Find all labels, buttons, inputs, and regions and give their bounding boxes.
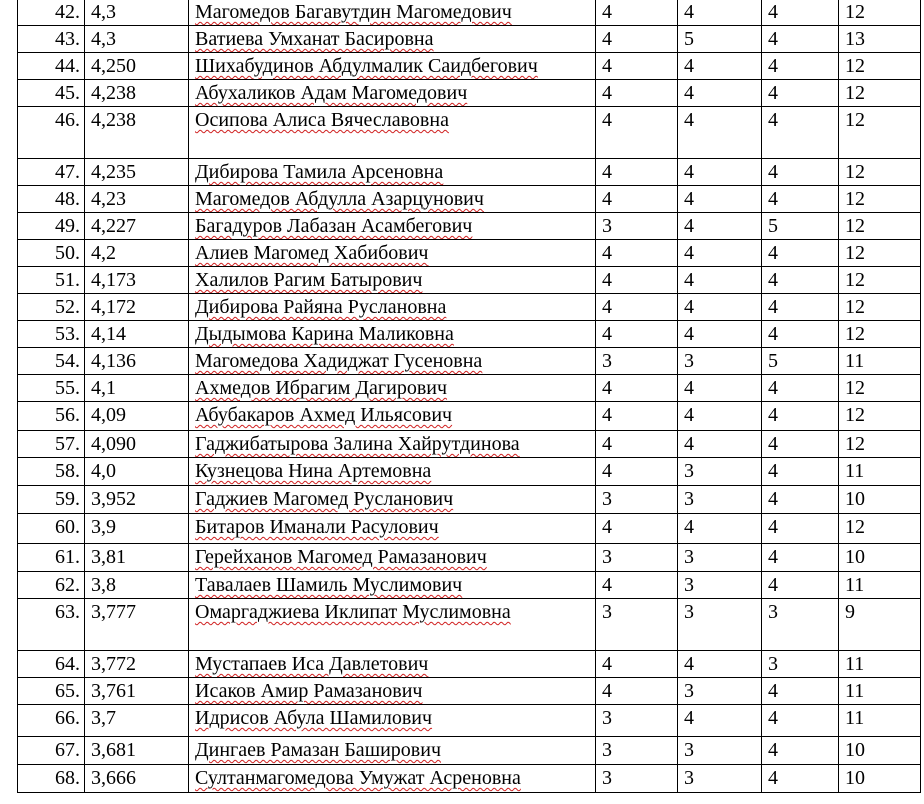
student-name-cell bbox=[189, 26, 596, 53]
student-name-text: Багадуров Лабазан Асамбегович bbox=[195, 215, 473, 237]
grade-3-cell: 4 bbox=[762, 321, 839, 348]
total-cell: 10 bbox=[839, 544, 921, 572]
student-name-cell bbox=[189, 765, 596, 793]
student-name-cell bbox=[189, 572, 596, 599]
student-name-cell bbox=[189, 544, 596, 572]
student-name-cell bbox=[189, 240, 596, 267]
table-row bbox=[18, 431, 921, 458]
grade-1-cell: 4 bbox=[596, 651, 678, 678]
table-row bbox=[18, 186, 921, 213]
student-name-cell bbox=[189, 159, 596, 186]
grade-1-cell: 4 bbox=[596, 431, 678, 458]
table-row bbox=[18, 572, 921, 599]
total-cell: 12 bbox=[839, 402, 921, 431]
score-cell: 4,238 bbox=[85, 80, 189, 107]
student-name-cell bbox=[189, 53, 596, 80]
grade-1-cell: 4 bbox=[596, 0, 678, 26]
student-name-text: Абубакаров Ахмед Ильясович bbox=[195, 404, 453, 426]
grade-2-cell: 3 bbox=[678, 544, 762, 572]
table-row bbox=[18, 458, 921, 486]
score-cell: 3,9 bbox=[85, 514, 189, 544]
total-cell: 12 bbox=[839, 294, 921, 321]
grade-1-cell: 4 bbox=[596, 240, 678, 267]
grade-3-cell: 4 bbox=[762, 705, 839, 737]
grade-1-cell: 3 bbox=[596, 599, 678, 651]
grade-1-cell: 3 bbox=[596, 213, 678, 240]
table-row bbox=[18, 737, 921, 765]
table-row bbox=[18, 514, 921, 544]
score-cell: 4,136 bbox=[85, 348, 189, 375]
grade-3-cell: 3 bbox=[762, 651, 839, 678]
table-row bbox=[18, 765, 921, 793]
grade-2-cell: 4 bbox=[678, 705, 762, 737]
grade-2-cell: 4 bbox=[678, 267, 762, 294]
score-cell: 3,7 bbox=[85, 705, 189, 737]
total-cell: 11 bbox=[839, 651, 921, 678]
grade-3-cell: 5 bbox=[762, 348, 839, 375]
total-cell: 11 bbox=[839, 705, 921, 737]
grade-3-cell: 4 bbox=[762, 572, 839, 599]
row-number-cell: 56. bbox=[18, 402, 85, 431]
student-name-text: Идрисов Абула Шамилович bbox=[195, 707, 433, 729]
score-cell: 4,14 bbox=[85, 321, 189, 348]
student-name-text: Мустапаев Иса Давлетович bbox=[195, 653, 429, 675]
total-cell: 12 bbox=[839, 213, 921, 240]
grade-1-cell: 4 bbox=[596, 53, 678, 80]
grade-1-cell: 4 bbox=[596, 294, 678, 321]
row-number-cell: 53. bbox=[18, 321, 85, 348]
score-cell: 3,761 bbox=[85, 678, 189, 705]
score-cell: 4,3 bbox=[85, 26, 189, 53]
student-name-cell bbox=[189, 107, 596, 159]
row-number-cell: 62. bbox=[18, 572, 85, 599]
student-name-cell bbox=[189, 186, 596, 213]
table-row bbox=[18, 705, 921, 737]
grade-2-cell: 3 bbox=[678, 348, 762, 375]
grade-3-cell: 4 bbox=[762, 458, 839, 486]
grade-3-cell: 4 bbox=[762, 26, 839, 53]
row-number-cell: 64. bbox=[18, 651, 85, 678]
total-cell: 10 bbox=[839, 486, 921, 514]
grade-3-cell: 4 bbox=[762, 107, 839, 159]
table-row bbox=[18, 678, 921, 705]
row-number-cell: 63. bbox=[18, 599, 85, 651]
student-name-text: Дингаев Рамазан Баширович bbox=[195, 739, 441, 761]
row-number-cell: 44. bbox=[18, 53, 85, 80]
grade-3-cell: 4 bbox=[762, 294, 839, 321]
total-cell: 12 bbox=[839, 514, 921, 544]
score-cell: 4,238 bbox=[85, 107, 189, 159]
row-number-cell: 46. bbox=[18, 107, 85, 159]
score-cell: 4,250 bbox=[85, 53, 189, 80]
score-cell: 4,172 bbox=[85, 294, 189, 321]
grade-3-cell: 4 bbox=[762, 267, 839, 294]
grade-3-cell: 4 bbox=[762, 375, 839, 402]
table-row bbox=[18, 159, 921, 186]
row-number-cell: 50. bbox=[18, 240, 85, 267]
grade-1-cell: 4 bbox=[596, 321, 678, 348]
total-cell: 9 bbox=[839, 599, 921, 651]
student-name-text: Исаков Амир Рамазанович bbox=[195, 680, 423, 702]
grade-3-cell: 4 bbox=[762, 159, 839, 186]
table-row bbox=[18, 375, 921, 402]
score-cell: 4,2 bbox=[85, 240, 189, 267]
total-cell: 12 bbox=[839, 240, 921, 267]
student-name-text: Гаджибатырова Залина Хайрутдинова bbox=[195, 433, 520, 455]
grade-1-cell: 4 bbox=[596, 80, 678, 107]
row-number-cell: 54. bbox=[18, 348, 85, 375]
total-cell: 12 bbox=[839, 53, 921, 80]
score-cell: 4,0 bbox=[85, 458, 189, 486]
total-cell: 11 bbox=[839, 348, 921, 375]
total-cell: 12 bbox=[839, 431, 921, 458]
row-number-cell: 59. bbox=[18, 486, 85, 514]
row-number-cell: 61. bbox=[18, 544, 85, 572]
student-name-text: Герейханов Магомед Рамазанович bbox=[195, 546, 487, 568]
score-cell: 4,09 bbox=[85, 402, 189, 431]
score-cell: 4,235 bbox=[85, 159, 189, 186]
student-name-text: Шихабудинов Абдулмалик Саидбегович bbox=[195, 55, 538, 77]
grade-2-cell: 4 bbox=[678, 294, 762, 321]
grade-3-cell: 4 bbox=[762, 544, 839, 572]
student-name-cell bbox=[189, 458, 596, 486]
grade-1-cell: 4 bbox=[596, 375, 678, 402]
student-name-cell bbox=[189, 375, 596, 402]
row-number-cell: 58. bbox=[18, 458, 85, 486]
grade-2-cell: 4 bbox=[678, 53, 762, 80]
table-row bbox=[18, 240, 921, 267]
table-row bbox=[18, 26, 921, 53]
row-number-cell: 52. bbox=[18, 294, 85, 321]
row-number-cell: 47. bbox=[18, 159, 85, 186]
table-row bbox=[18, 267, 921, 294]
grade-3-cell: 4 bbox=[762, 737, 839, 765]
grade-1-cell: 4 bbox=[596, 26, 678, 53]
student-name-text: Тавалаев Шамиль Муслимович bbox=[195, 574, 463, 596]
row-number-cell: 42. bbox=[18, 0, 85, 26]
student-name-cell bbox=[189, 486, 596, 514]
row-number-cell: 55. bbox=[18, 375, 85, 402]
grade-3-cell: 4 bbox=[762, 514, 839, 544]
row-number-cell: 66. bbox=[18, 705, 85, 737]
row-number-cell: 65. bbox=[18, 678, 85, 705]
student-name-text: Магомедова Хадиджат Гусеновна bbox=[195, 350, 483, 372]
student-name-cell bbox=[189, 0, 596, 26]
grade-3-cell: 4 bbox=[762, 53, 839, 80]
student-name-cell bbox=[189, 431, 596, 458]
total-cell: 12 bbox=[839, 375, 921, 402]
grade-3-cell: 4 bbox=[762, 678, 839, 705]
table-row bbox=[18, 402, 921, 431]
table-row bbox=[18, 651, 921, 678]
total-cell: 10 bbox=[839, 737, 921, 765]
grade-2-cell: 4 bbox=[678, 213, 762, 240]
row-number-cell: 57. bbox=[18, 431, 85, 458]
grade-2-cell: 4 bbox=[678, 0, 762, 26]
score-cell: 3,666 bbox=[85, 765, 189, 793]
student-name-text: Гаджиев Магомед Русланович bbox=[195, 488, 454, 510]
table-row bbox=[18, 486, 921, 514]
student-name-text: Омаргаджиева Иклипат Муслимовна bbox=[195, 601, 511, 623]
row-number-cell: 51. bbox=[18, 267, 85, 294]
grade-2-cell: 3 bbox=[678, 458, 762, 486]
grade-3-cell: 4 bbox=[762, 0, 839, 26]
grade-2-cell: 3 bbox=[678, 572, 762, 599]
grade-2-cell: 4 bbox=[678, 186, 762, 213]
grade-2-cell: 3 bbox=[678, 599, 762, 651]
grade-1-cell: 4 bbox=[596, 458, 678, 486]
student-name-cell bbox=[189, 402, 596, 431]
grade-1-cell: 4 bbox=[596, 514, 678, 544]
total-cell: 12 bbox=[839, 159, 921, 186]
student-name-cell bbox=[189, 267, 596, 294]
grade-1-cell: 3 bbox=[596, 486, 678, 514]
grade-1-cell: 4 bbox=[596, 267, 678, 294]
total-cell: 12 bbox=[839, 267, 921, 294]
grade-2-cell: 3 bbox=[678, 486, 762, 514]
score-cell: 3,681 bbox=[85, 737, 189, 765]
row-number-cell: 68. bbox=[18, 765, 85, 793]
total-cell: 12 bbox=[839, 321, 921, 348]
score-cell: 4,23 bbox=[85, 186, 189, 213]
student-name-cell bbox=[189, 348, 596, 375]
student-name-text: Магомедов Багавутдин Магомедович bbox=[195, 1, 512, 23]
grade-1-cell: 4 bbox=[596, 159, 678, 186]
table-row bbox=[18, 544, 921, 572]
student-name-cell bbox=[189, 294, 596, 321]
grade-2-cell: 4 bbox=[678, 240, 762, 267]
table-row bbox=[18, 0, 921, 26]
row-number-cell: 60. bbox=[18, 514, 85, 544]
student-name-text: Ватиева Умханат Басировна bbox=[195, 28, 434, 50]
grade-3-cell: 4 bbox=[762, 431, 839, 458]
student-name-cell bbox=[189, 514, 596, 544]
student-name-text: Ахмедов Ибрагим Дагирович bbox=[195, 377, 448, 399]
grade-2-cell: 4 bbox=[678, 159, 762, 186]
grade-2-cell: 4 bbox=[678, 107, 762, 159]
grade-3-cell: 4 bbox=[762, 486, 839, 514]
grade-2-cell: 4 bbox=[678, 321, 762, 348]
score-cell: 3,81 bbox=[85, 544, 189, 572]
student-name-text: Дибирова Тамила Арсеновна bbox=[195, 161, 444, 183]
score-cell: 3,952 bbox=[85, 486, 189, 514]
grade-2-cell: 3 bbox=[678, 765, 762, 793]
score-cell: 3,8 bbox=[85, 572, 189, 599]
total-cell: 12 bbox=[839, 186, 921, 213]
student-name-cell bbox=[189, 678, 596, 705]
grade-2-cell: 3 bbox=[678, 678, 762, 705]
grade-1-cell: 3 bbox=[596, 348, 678, 375]
total-cell: 12 bbox=[839, 0, 921, 26]
student-name-cell bbox=[189, 321, 596, 348]
grade-2-cell: 4 bbox=[678, 375, 762, 402]
grade-1-cell: 4 bbox=[596, 678, 678, 705]
student-name-cell bbox=[189, 213, 596, 240]
grade-2-cell: 4 bbox=[678, 402, 762, 431]
grade-3-cell: 4 bbox=[762, 765, 839, 793]
grade-1-cell: 3 bbox=[596, 544, 678, 572]
grade-3-cell: 3 bbox=[762, 599, 839, 651]
student-name-text: Битаров Иманали Расулович bbox=[195, 516, 439, 538]
table-row bbox=[18, 321, 921, 348]
table-row bbox=[18, 80, 921, 107]
grade-1-cell: 3 bbox=[596, 705, 678, 737]
row-number-cell: 43. bbox=[18, 26, 85, 53]
total-cell: 11 bbox=[839, 572, 921, 599]
grade-3-cell: 4 bbox=[762, 240, 839, 267]
table-row bbox=[18, 107, 921, 159]
row-number-cell: 45. bbox=[18, 80, 85, 107]
student-name-text: Абухаликов Адам Магомедович bbox=[195, 82, 468, 104]
grade-2-cell: 4 bbox=[678, 651, 762, 678]
row-number-cell: 48. bbox=[18, 186, 85, 213]
student-name-text: Кузнецова Нина Артемовна bbox=[195, 460, 432, 482]
table-row bbox=[18, 599, 921, 651]
student-name-text: Халилов Рагим Батырович bbox=[195, 269, 423, 291]
row-number-cell: 67. bbox=[18, 737, 85, 765]
table-row bbox=[18, 213, 921, 240]
total-cell: 11 bbox=[839, 458, 921, 486]
student-name-cell bbox=[189, 80, 596, 107]
grade-2-cell: 5 bbox=[678, 26, 762, 53]
grade-1-cell: 3 bbox=[596, 765, 678, 793]
student-name-cell bbox=[189, 599, 596, 651]
score-cell: 4,1 bbox=[85, 375, 189, 402]
grade-2-cell: 4 bbox=[678, 514, 762, 544]
grade-1-cell: 4 bbox=[596, 107, 678, 159]
student-name-text: Дыдымова Карина Маликовна bbox=[195, 323, 454, 345]
grade-1-cell: 3 bbox=[596, 737, 678, 765]
row-number-cell: 49. bbox=[18, 213, 85, 240]
grade-2-cell: 3 bbox=[678, 737, 762, 765]
grade-3-cell: 4 bbox=[762, 80, 839, 107]
table-row bbox=[18, 53, 921, 80]
score-cell: 4,227 bbox=[85, 213, 189, 240]
student-name-cell bbox=[189, 651, 596, 678]
grade-1-cell: 4 bbox=[596, 402, 678, 431]
results-table-body bbox=[18, 0, 921, 793]
total-cell: 10 bbox=[839, 765, 921, 793]
results-table bbox=[17, 0, 921, 793]
student-name-cell bbox=[189, 737, 596, 765]
student-name-text: Дибирова Райяна Руслановна bbox=[195, 296, 447, 318]
grade-3-cell: 5 bbox=[762, 213, 839, 240]
score-cell: 4,173 bbox=[85, 267, 189, 294]
total-cell: 12 bbox=[839, 80, 921, 107]
grade-2-cell: 4 bbox=[678, 80, 762, 107]
total-cell: 11 bbox=[839, 678, 921, 705]
score-cell: 4,3 bbox=[85, 0, 189, 26]
student-name-text: Осипова Алиса Вячеславовна bbox=[195, 109, 449, 131]
score-cell: 3,777 bbox=[85, 599, 189, 651]
grade-3-cell: 4 bbox=[762, 402, 839, 431]
table-row bbox=[18, 348, 921, 375]
total-cell: 13 bbox=[839, 26, 921, 53]
score-cell: 4,090 bbox=[85, 431, 189, 458]
grade-2-cell: 4 bbox=[678, 431, 762, 458]
student-name-text: Магомедов Абдулла Азарцунович bbox=[195, 188, 484, 210]
table-row bbox=[18, 294, 921, 321]
total-cell: 12 bbox=[839, 107, 921, 159]
grade-1-cell: 4 bbox=[596, 572, 678, 599]
grade-1-cell: 4 bbox=[596, 186, 678, 213]
student-name-text: Султанмагомедова Умужат Асреновна bbox=[195, 767, 521, 789]
grade-3-cell: 4 bbox=[762, 186, 839, 213]
student-name-cell bbox=[189, 705, 596, 737]
score-cell: 3,772 bbox=[85, 651, 189, 678]
student-name-text: Алиев Магомед Хабибович bbox=[195, 242, 429, 264]
